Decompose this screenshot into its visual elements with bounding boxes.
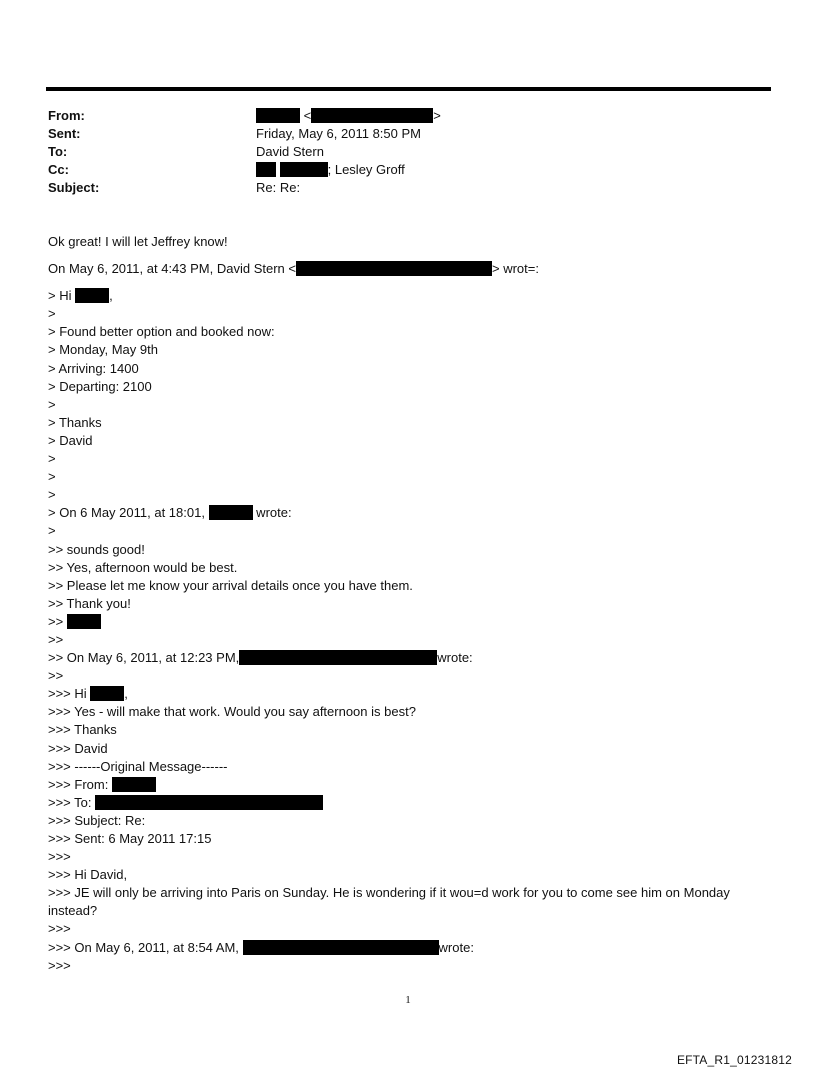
body-line: >>> <box>48 849 71 865</box>
email-body <box>48 233 768 975</box>
cc-row <box>48 161 441 179</box>
redaction-block <box>243 940 439 955</box>
redaction-block <box>75 288 109 303</box>
body-line: > On 6 May 2011, at 18:01, wrote: <box>48 505 292 521</box>
redaction-block <box>209 505 253 520</box>
body-line: >>> On May 6, 2011, at 8:54 AM, wrote: <box>48 939 474 955</box>
body-line: >>> Hi , <box>48 686 128 702</box>
from-close: > <box>433 108 441 123</box>
redaction-block <box>296 261 492 276</box>
body-line: >>> From: <box>48 776 768 794</box>
redaction-block <box>280 162 328 177</box>
subject-value: Re: Re: <box>256 180 301 195</box>
body-line: > Hi , <box>48 288 113 304</box>
redaction-block <box>95 795 323 810</box>
header-rule <box>46 87 771 91</box>
redaction-block <box>90 686 124 701</box>
body-line: > <box>48 469 56 485</box>
redaction-block <box>256 162 276 177</box>
from-row <box>48 107 441 125</box>
redaction-block <box>67 614 101 629</box>
body-line: > <box>48 523 56 539</box>
sent-row <box>48 125 441 143</box>
body-line: >>> David <box>48 740 108 756</box>
body-line: > Arriving: 1400 <box>48 360 139 376</box>
cc-value <box>256 161 405 179</box>
body-line: > Found better option and booked now: <box>48 324 275 340</box>
to-label: To: <box>48 144 68 159</box>
subject-label: Subject: <box>48 180 100 195</box>
body-line: >> <box>48 613 768 631</box>
from-open: < <box>303 108 312 123</box>
body-line: >> Yes, afternoon would be best. <box>48 559 238 575</box>
body-line: > <box>48 396 56 412</box>
redaction-block <box>239 650 437 665</box>
body-line: >> <box>48 631 64 647</box>
body-line: >>> To: <box>48 794 768 812</box>
redaction-block <box>256 108 300 123</box>
body-line: > Thanks <box>48 414 102 430</box>
cc-label: Cc: <box>48 162 69 177</box>
body-line: >> Thank you! <box>48 595 131 611</box>
body-line: > Monday, May 9th <box>48 342 158 358</box>
redaction-block <box>311 108 433 123</box>
page-number: 1 <box>405 994 411 1006</box>
subject-row <box>48 179 441 197</box>
body-line: > <box>48 487 56 503</box>
body-line: >> On May 6, 2011, at 12:23 PM, wrote: <box>48 650 473 666</box>
body-line: >>> Sent: 6 May 2011 17:15 <box>48 831 212 846</box>
body-line: >>> <box>48 957 71 973</box>
body-line: >>> Hi David, <box>48 867 128 883</box>
from-value <box>256 107 441 125</box>
to-row <box>48 143 441 161</box>
body-line: >>> Yes - will make that work. Would you say afternoon is best? <box>48 704 416 720</box>
body-line: >>> Subject: Re: <box>48 812 146 828</box>
body-line: > David <box>48 432 93 448</box>
body-line: >>> <box>48 921 71 937</box>
document-id: EFTA_R1_01231812 <box>676 1053 792 1067</box>
body-line: > <box>48 306 56 322</box>
body-line: On May 6, 2011, at 4:43 PM, David Stern < > wrot=: <box>48 261 539 277</box>
cc-text: ; Lesley Groff <box>327 162 405 177</box>
body-line: Ok great! I will let Jeffrey know! <box>48 234 228 249</box>
sent-label: Sent: <box>48 126 81 141</box>
body-line: >>> ------Original Message------ <box>48 758 228 774</box>
body-line: > Departing: 2100 <box>48 378 152 394</box>
sent-value: Friday, May 6, 2011 8:50 PM <box>256 126 421 141</box>
to-value: David Stern <box>256 144 324 159</box>
body-line: > <box>48 451 56 467</box>
body-line: >> <box>48 668 64 684</box>
redaction-block <box>112 777 156 792</box>
body-line: >>> Thanks <box>48 722 117 738</box>
body-line: >> sounds good! <box>48 541 145 557</box>
email-header <box>48 107 441 197</box>
body-line: >> Please let me know your arrival details once you have them. <box>48 577 413 593</box>
body-line: >>> JE will only be arriving into Paris on Sunday. He is wondering if it wou=d work for you to come see him on Monday instead? <box>48 885 730 919</box>
from-label: From: <box>48 108 85 123</box>
